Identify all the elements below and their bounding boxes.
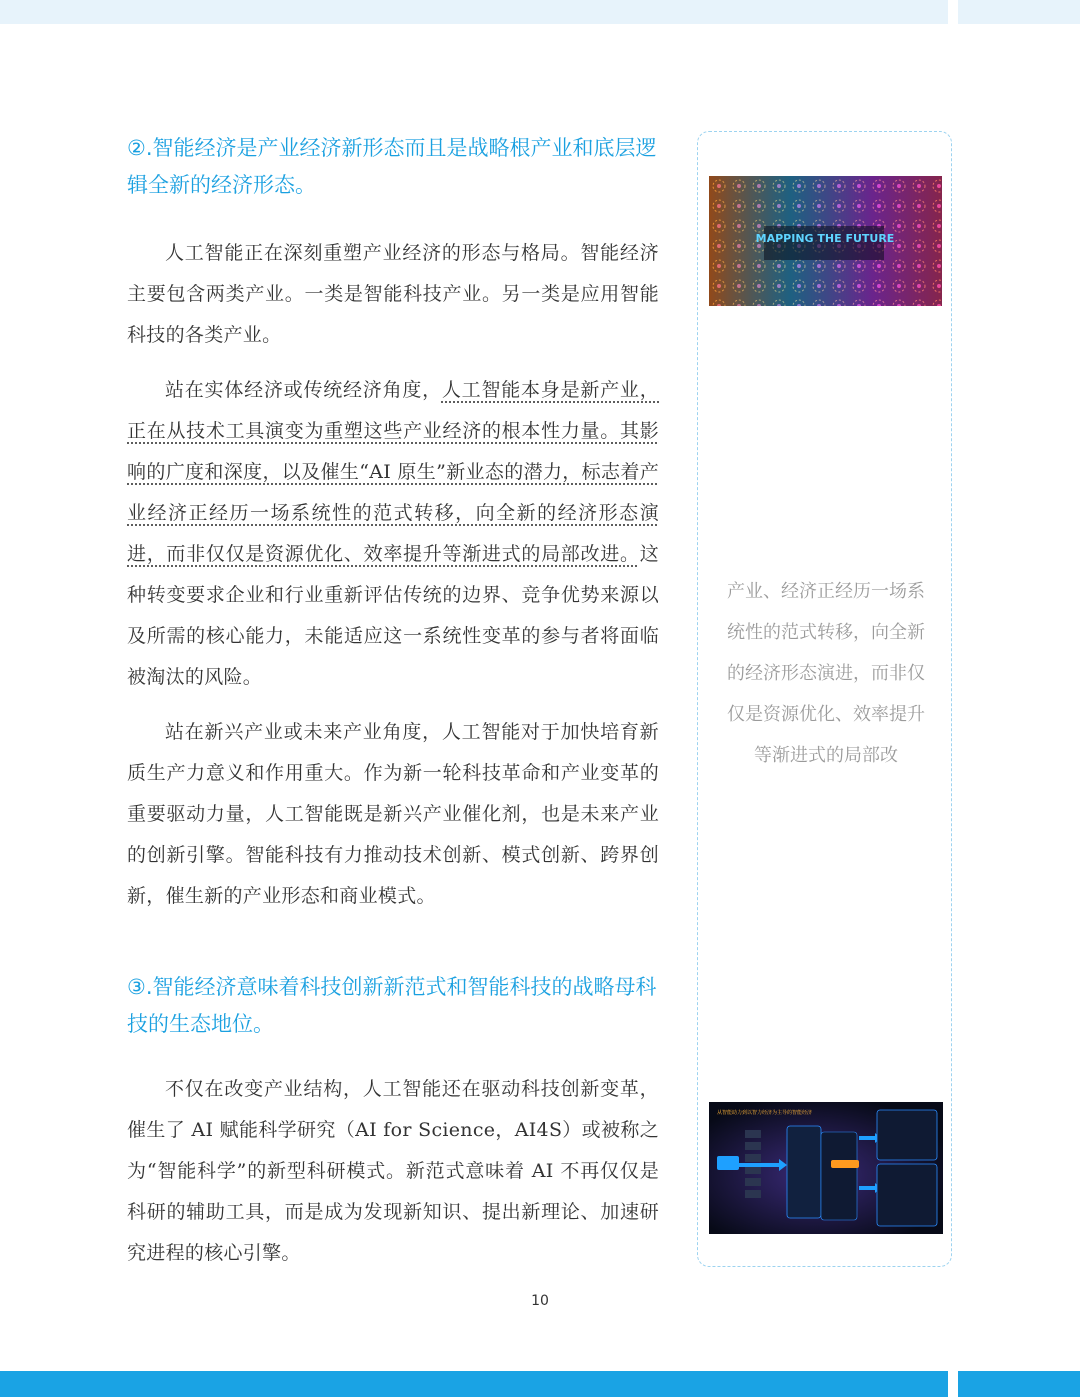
section3-heading: ③.智能经济意味着科技创新新范式和智能科技的战略母科技的生态地位。 [127, 975, 657, 1036]
section2-paragraph-1: 人工智能正在深刻重塑产业经济的形态与格局。智能经济主要包含两类产业。一类是智能科技产业。另一类是应用智能科技的各类产业。 [127, 242, 659, 346]
intelligent-economy-diagram-image [709, 1102, 943, 1234]
main-column [127, 130, 659, 1274]
diagram-title: 从智能助力到以智力经济为主导的智能经济 [717, 1110, 813, 1116]
section2-heading: ②.智能经济是产业经济新形态而且是战略根产业和底层逻辑全新的经济形态。 [127, 136, 657, 197]
p2-lead: 站在实体经济或传统经济角度， [165, 379, 442, 401]
mapping-future-image [709, 176, 942, 306]
section3-paragraph-1: 不仅在改变产业结构，人工智能还在驱动科技创新变革，催生了 AI 赋能科学研究（AI for Science，AI4S）或被称之为“智能科学”的新型科研模式。新范式意味着 AI 不再仅仅是科研的辅助工具，而是成为发现新知识、提出新理论、加速研究进程的核心引擎。 [127, 1078, 659, 1264]
p2-tail: 这种转变要求企业和行业重新评估传统的边界、竞争优势来源以及所需的核心能力，未能适应这一系统性变革的参与者将面临被淘汰的风险。 [127, 543, 659, 688]
bottom-band [0, 1371, 948, 1397]
page-number: 10 [531, 1293, 549, 1309]
section2-paragraph-3: 站在新兴产业或未来产业角度，人工智能对于加快培育新质生产力意义和作用重大。作为新一轮科技革命和产业变革的重要驱动力量，人工智能既是新兴产业催化剂，也是未来产业的创新引擎。智能科技有力推动技术创新、模式创新、跨界创新，催生新的产业形态和商业模式。 [127, 721, 659, 907]
top-band-right [958, 0, 1080, 24]
section2-paragraph-2 [127, 370, 659, 698]
p2-underlined-text: 人工智能本身是新产业，正在从技术工具演变为重塑这些产业经济的根本性力量。其影响的广度和深度，以及催生“AI 原生”新业态的潜力，标志着产业经济正经历一场系统性的范式转移，向全新的经济形态演进，而非仅仅是资源优化、效率提升等渐进式的局部改进。 [127, 379, 659, 565]
top-band [0, 0, 948, 24]
sidebar-box [697, 131, 952, 1267]
mapping-future-graphic [709, 176, 942, 306]
intelligent-economy-graphic [709, 1102, 943, 1234]
bottom-band-right [958, 1371, 1080, 1397]
mapping-title-text: MAPPING THE FUTURE [755, 232, 895, 245]
pull-quote: 产业、经济正经历一场系统性的范式转移，向全新的经济形态演进，而非仅仅是资源优化、效率提升等渐进式的局部改 [727, 581, 925, 766]
